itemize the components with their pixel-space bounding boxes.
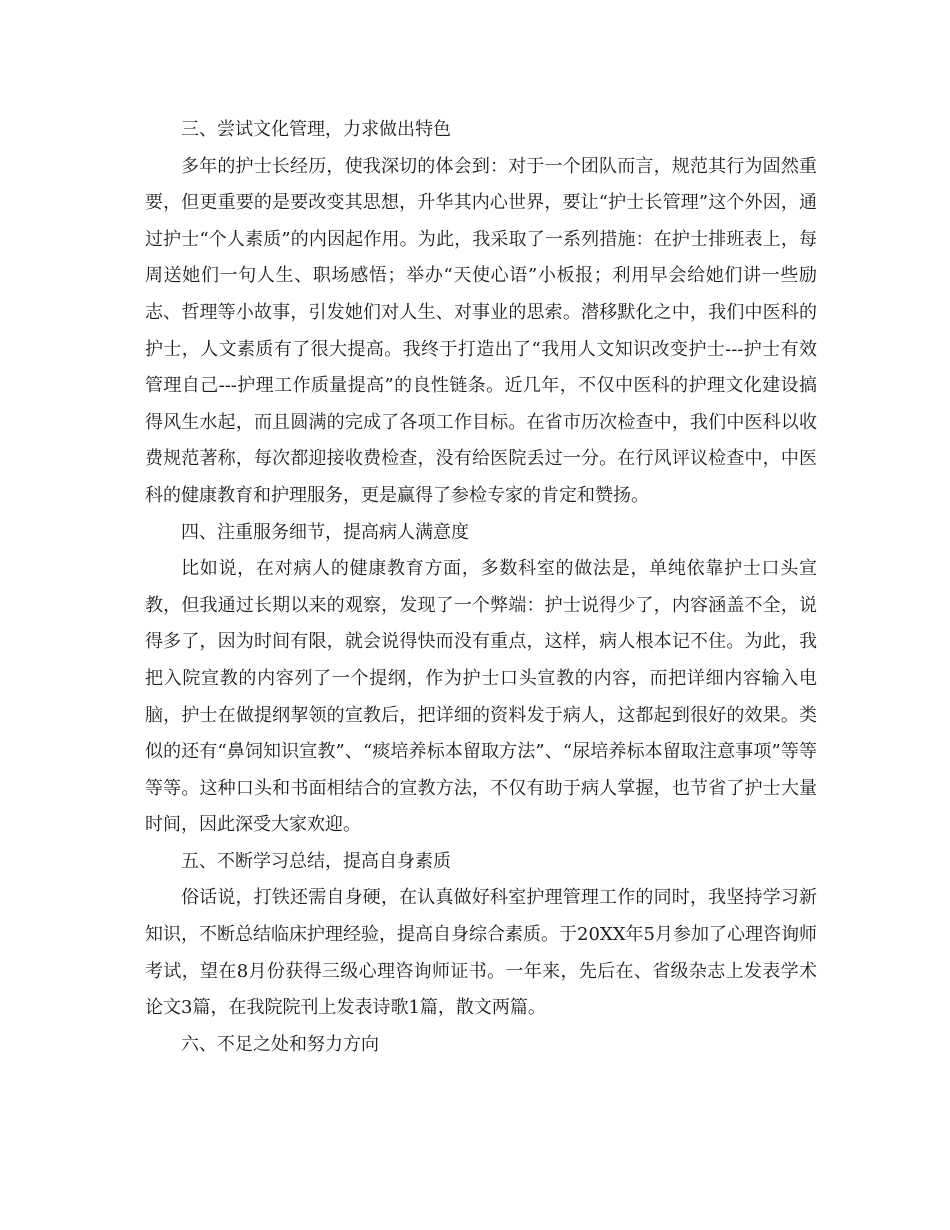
section-paragraph-4: 比如说，在对病人的健康教育方面，多数科室的做法是，单纯依靠护士口头宣教，但我通过长期以来的观察，发现了一个弊端：护士说得少了，内容涵盖不全，说得多了，因为时间有限，就会说得快而没有重点，这样，病人根本记不住。为此，我把入院宣教的内容列了一个提纲，作为护士口头宣教的内容，而把详细内容输入电脑，护士在做提纲挈领的宣教后，把详细的资料发于病人，这都起到很好的效果。类似的还有“鼻饲知识宣教”、“痰培养标本留取方法”、“尿培养标本留取注意事项”等等等等。这种口头和书面相结合的宣教方法，不仅有助于病人掌握，也节省了护士大量时间，因此深受大家欢迎。: [145, 558, 817, 836]
document-body: [145, 112, 817, 1063]
section-heading-5: 五、不断学习总结，提高自身素质: [181, 850, 451, 872]
section-paragraph-3: 多年的护士长经历，使我深切的体会到：对于一个团队而言，规范其行为固然重要，但更重要的是要改变其思想，升华其内心世界，要让“护士长管理”这个外因，通过护士“个人素质”的内因起作用。为此，我采取了一系列措施：在护士排班表上，每周送她们一句人生、职场感悟；举办“天使心语”小板报；利用早会给她们讲一些励志、哲理等小故事，引发她们对人生、对事业的思索。潜移默化之中，我们中医科的护士，人文素质有了很大提高。我终于打造出了“我用人文知识改变护士---护士有效管理自己---护理工作质量提高”的良性链条。近几年，不仅中医科的护理文化建设搞得风生水起，而且圆满的完成了各项工作目标。在省市历次检查中，我们中医科以收费规范著称，每次都迎接收费检查，没有给医院丢过一分。在行风评议检查中，中医科的健康教育和护理服务，更是赢得了参检专家的肯定和赞扬。: [145, 155, 817, 506]
section-paragraph-5: 俗话说，打铁还需自身硬，在认真做好科室护理管理工作的同时，我坚持学习新知识，不断总结临床护理经验，提高自身综合素质。于20XX年5月参加了心理咨询师考试，望在8月份获得三级心理咨询师证书。一年来，先后在、省级杂志上发表学术论文3篇，在我院院刊上发表诗歌1篇，散文两篇。: [145, 887, 817, 1019]
section-heading-6: 六、不足之处和努力方向: [181, 1033, 379, 1055]
section-heading-3: 三、尝试文化管理，力求做出特色: [181, 119, 451, 140]
section-heading-4: 四、注重服务细节，提高病人满意度: [181, 521, 469, 543]
